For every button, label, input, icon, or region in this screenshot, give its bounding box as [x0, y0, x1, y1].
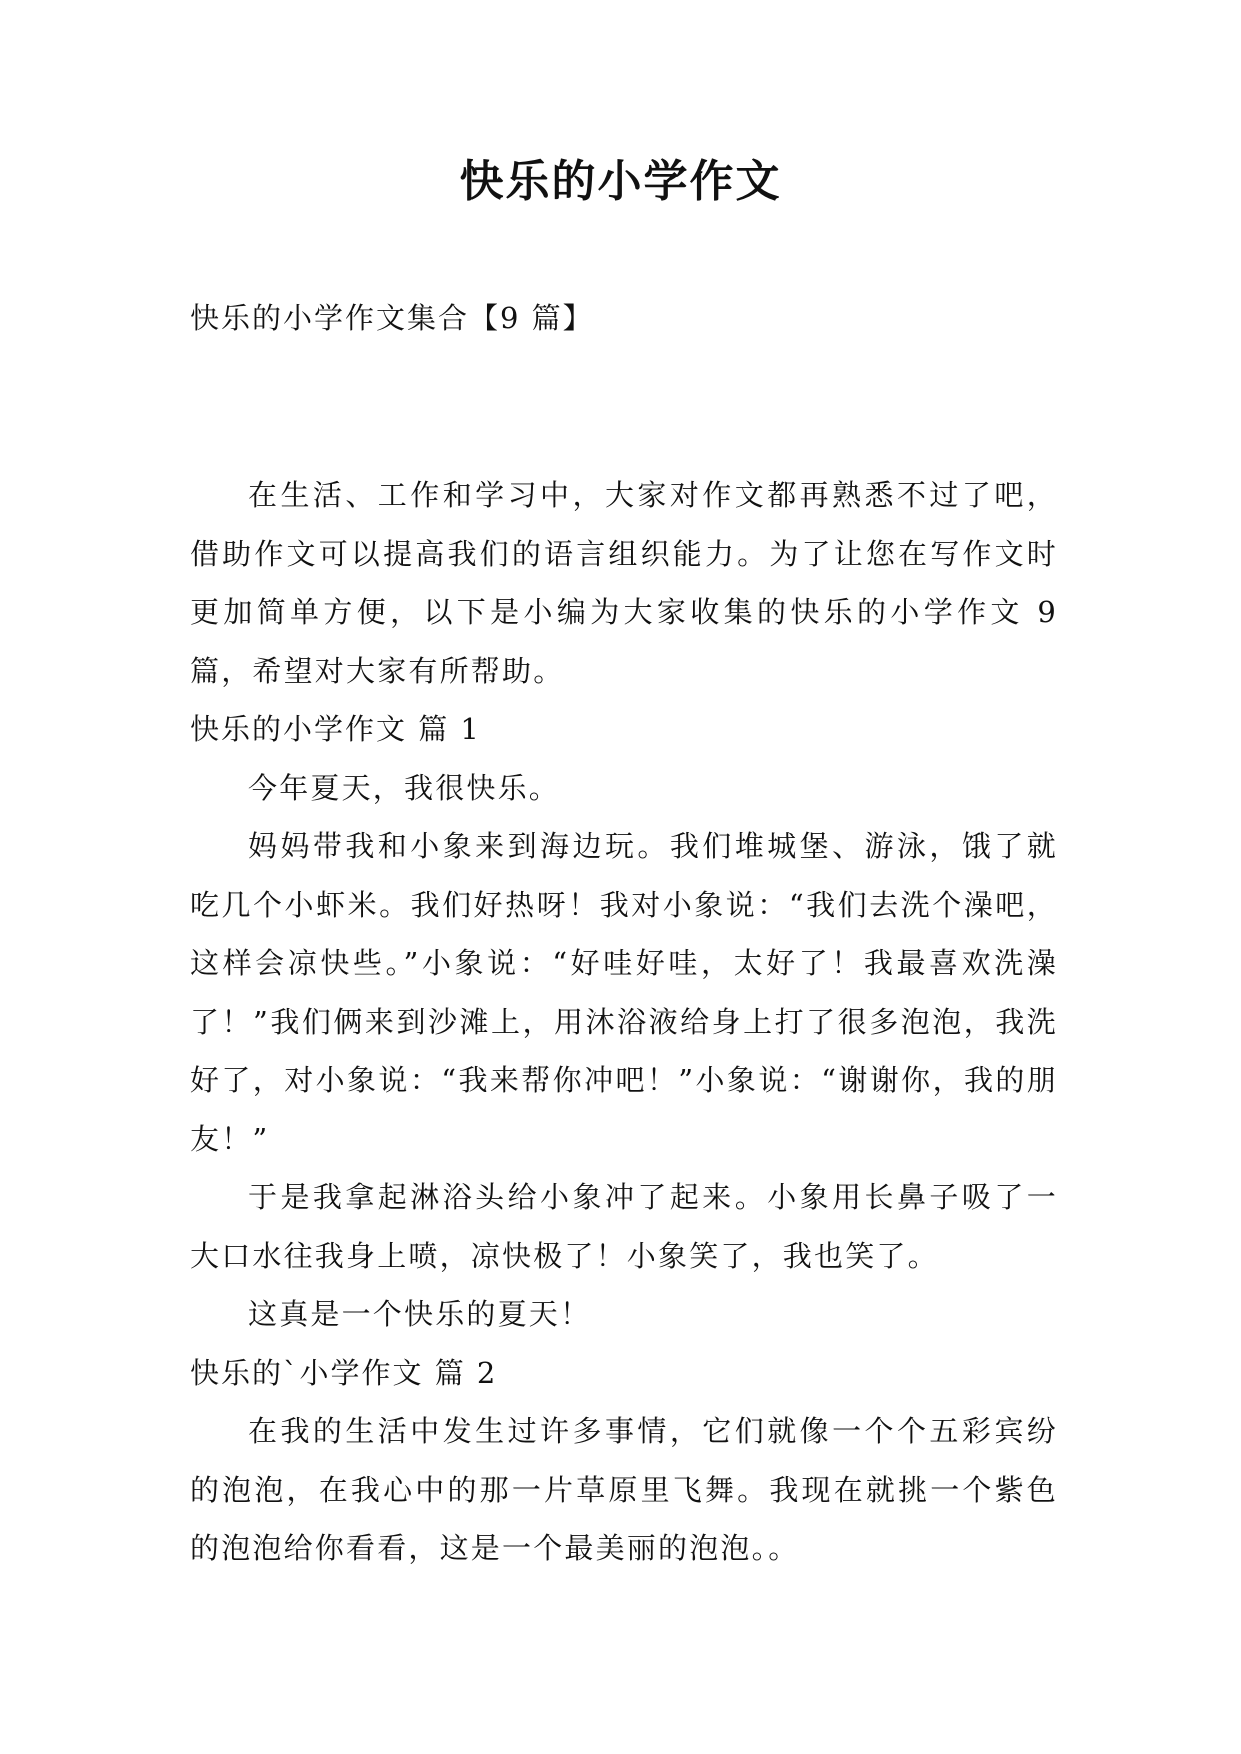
essay-1-paragraph: 今年夏天，我很快乐。 [248, 770, 561, 805]
essay-2-paragraph: 在我的生活中发生过许多事情，它们就像一个个五彩宾纷的泡泡，在我心中的那一片草原里飞舞。我现在就挑一个紫色的泡泡给你看看，这是一个最美丽的泡泡。。 [190, 1414, 1058, 1565]
document-title: 快乐的小学作文 [459, 156, 782, 207]
essay-2-heading: 快乐的`小学作文 篇 2 [190, 1355, 498, 1390]
essay-1-paragraph: 这真是一个快乐的夏天！ [248, 1297, 592, 1331]
essay-1-paragraph: 妈妈带我和小象来到海边玩。我们堆城堡、游泳，饿了就吃几个小虾米。我们好热呀！我对小象说：“我们去洗个澡吧，这样会凉快些。”小象说：“好哇好哇，太好了！我最喜欢洗澡了！”我们俩来到沙滩上，用沐浴液给身上打了很多泡泡，我洗好了，对小象说：“我来帮你冲吧！”小象说：“谢谢你，我的朋友！” [190, 829, 1058, 1156]
document-subtitle: 快乐的小学作文集合【9 篇】 [190, 301, 594, 335]
intro-paragraph: 在生活、工作和学习中，大家对作文都再熟悉不过了吧，借助作文可以提高我们的语言组织能力。为了让您在写作文时更加简单方便，以下是小编为大家收集的快乐的小学作文 9 篇，希望对大家有所帮助。 [190, 478, 1058, 688]
document-body [190, 466, 1058, 1578]
essay-1-heading: 快乐的小学作文 篇 1 [190, 712, 481, 746]
essay-1-paragraph: 于是我拿起淋浴头给小象冲了起来。小象用长鼻子吸了一大口水往我身上喷，凉快极了！小象笑了，我也笑了。 [190, 1180, 1058, 1273]
